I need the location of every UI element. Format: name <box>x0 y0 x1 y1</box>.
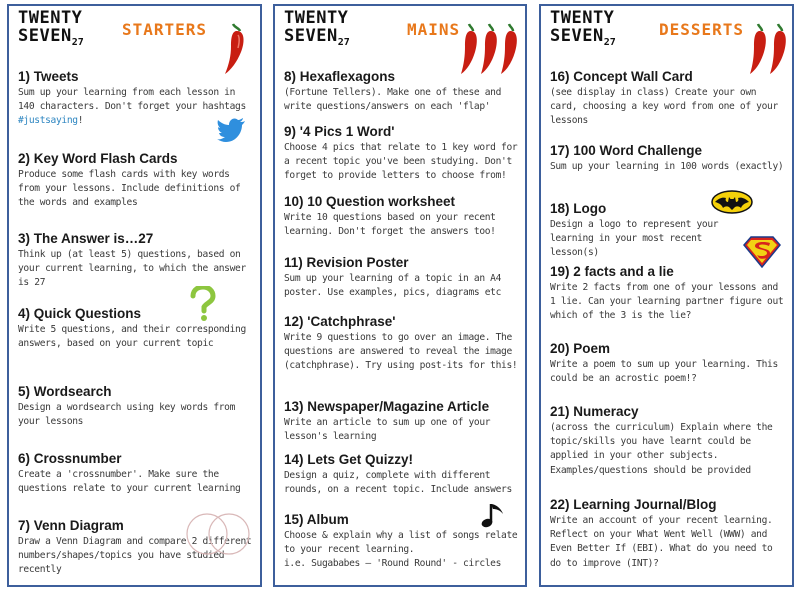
activity-description: Choose 4 pics that relate to 1 key word for a recent topic you've been studying. Don't forget to provide letters to choose from! <box>284 142 518 182</box>
brand-line2: SEVEN <box>284 26 338 46</box>
activity-title: 19) 2 facts and a lie <box>550 264 674 279</box>
superman-logo-icon <box>743 236 781 268</box>
activity-description: Design a quiz, complete with different rounds, on a recent topic. Include answers <box>284 470 512 496</box>
section-title-desserts: DESSERTS <box>659 20 745 39</box>
mains-panel <box>273 4 527 587</box>
activity-title: 3) The Answer is…27 <box>18 231 154 246</box>
section-title-starters: STARTERS <box>122 20 208 39</box>
activity-title: 9) '4 Pics 1 Word' <box>284 124 395 139</box>
brand-sub: 27 <box>71 37 84 48</box>
activity-title: 20) Poem <box>550 341 611 356</box>
activity-item <box>550 497 786 571</box>
activity-title: 7) Venn Diagram <box>18 518 124 533</box>
activity-item <box>284 314 519 374</box>
activity-title: 15) Album <box>284 512 349 527</box>
activity-title: 21) Numeracy <box>550 404 639 419</box>
activity-description: Design a logo to represent your learning in your most recent lesson(s) <box>550 219 719 259</box>
activity-description: Produce some flash cards with key words from your lessons. Include definitions of the words and examples <box>18 169 241 209</box>
activity-title: 8) Hexaflexagons <box>284 69 396 84</box>
activity-title: 13) Newspaper/Magazine Article <box>284 399 490 414</box>
activity-description: Write 2 facts from one of your lessons and 1 lie. Can your learning partner figure out which of the 3 is the lie? <box>550 282 784 322</box>
activity-item <box>18 231 254 291</box>
activity-title: 2) Key Word Flash Cards <box>18 151 178 166</box>
activity-title: 18) Logo <box>550 201 607 216</box>
activity-title: 17) 100 Word Challenge <box>550 143 703 158</box>
brand-line1: TWENTY <box>284 8 349 28</box>
activity-title: 16) Concept Wall Card <box>550 69 693 84</box>
venn-diagram-icon <box>181 512 255 556</box>
section-title-mains: MAINS <box>407 20 461 39</box>
twitter-bird-icon <box>217 118 247 142</box>
brand-line1: TWENTY <box>550 8 615 28</box>
activity-title: 11) Revision Poster <box>284 255 409 270</box>
activity-description: Sum up your learning in 100 words (exactly) <box>550 161 784 172</box>
activity-title: 5) Wordsearch <box>18 384 112 399</box>
activity-title: 6) Crossnumber <box>18 451 122 466</box>
activity-item <box>550 404 786 478</box>
activity-item <box>284 399 519 444</box>
activity-description: Write 5 questions, and their corresponding answers, based on your current topic <box>18 324 246 350</box>
activity-description: Think up (at least 5) questions, based on your current learning, to which the answer is 27 <box>18 249 246 289</box>
activity-description: Design a wordsearch using key words from your lessons <box>18 402 236 428</box>
activity-item <box>550 143 786 174</box>
activity-description: Write an article to sum up one of your lesson's learning <box>284 417 491 443</box>
activity-item <box>550 264 786 324</box>
activity-title: 1) Tweets <box>18 69 79 84</box>
batman-logo-icon <box>711 190 753 214</box>
activity-title: 10) 10 Question worksheet <box>284 194 456 209</box>
activity-description: (across the curriculum) Explain where the topic/skills you have learnt could be applied in your other subjects. Examples/questions should be provided <box>550 422 773 476</box>
brand-sub: 27 <box>337 37 350 48</box>
hashtag: #justsaying <box>18 115 78 127</box>
brand-sub: 27 <box>603 37 616 48</box>
activity-description: (Fortune Tellers). Make one of these and write questions/answers on each 'flap' <box>284 87 502 113</box>
activity-item <box>284 124 519 184</box>
activity-title: 22) Learning Journal/Blog <box>550 497 717 512</box>
mains-list <box>284 6 519 585</box>
activity-item <box>18 451 254 496</box>
starters-panel <box>7 4 262 587</box>
activity-item <box>18 306 254 351</box>
activity-title: 12) 'Catchphrase' <box>284 314 396 329</box>
activity-description: Create a 'crossnumber'. Make sure the questions relate to your current learning <box>18 469 241 495</box>
activity-item <box>18 151 254 211</box>
activity-description: Write 10 questions based on your recent learning. Don't forget the answers too! <box>284 212 496 238</box>
activity-item <box>18 384 254 429</box>
activity-title: 14) Lets Get Quizzy! <box>284 452 414 467</box>
brand-line2: SEVEN <box>18 26 72 46</box>
activity-title: 4) Quick Questions <box>18 306 142 321</box>
description-tail: ! <box>77 115 84 127</box>
starters-list <box>18 6 254 585</box>
desserts-list <box>550 6 786 585</box>
activity-description: Write an account of your recent learning. Reflect on your What Went Well (WWW) and Even Better If (EBI). What do you need to do to improve (INT)? <box>550 515 773 569</box>
activity-item <box>284 452 519 497</box>
brand-line1: TWENTY <box>18 8 83 28</box>
activity-description: (see display in class) Create your own card, choosing a key word from one of your lessons <box>550 87 778 127</box>
question-mark-icon <box>187 286 217 322</box>
description-text: Sum up your learning from each lesson in 140 characters. Don't forget your hashtags <box>18 87 246 113</box>
activity-description: Choose & explain why a list of songs relate to your recent learning. i.e. Sugababes – 'Round Round' - circles <box>284 530 518 570</box>
brand-line2: SEVEN <box>550 26 604 46</box>
activity-item <box>284 69 519 114</box>
activity-item <box>284 255 519 300</box>
activity-description: Write a poem to sum up your learning. This could be an acrostic poem!? <box>550 359 778 385</box>
activity-item <box>550 341 786 386</box>
activity-description: Write 9 questions to go over an image. The questions are answered to reveal the image (catchphrase). Try using post-its for this! <box>284 332 518 372</box>
activity-item <box>550 69 786 129</box>
activity-item <box>284 194 519 239</box>
activity-description: Draw a Venn Diagram and compare 2 different numbers/shapes/topics you have studied recently <box>18 536 252 576</box>
activity-description: Sum up your learning of a topic in an A4 poster. Use examples, pics, diagrams etc <box>284 273 502 299</box>
desserts-panel <box>539 4 794 587</box>
music-note-icon <box>481 500 509 530</box>
